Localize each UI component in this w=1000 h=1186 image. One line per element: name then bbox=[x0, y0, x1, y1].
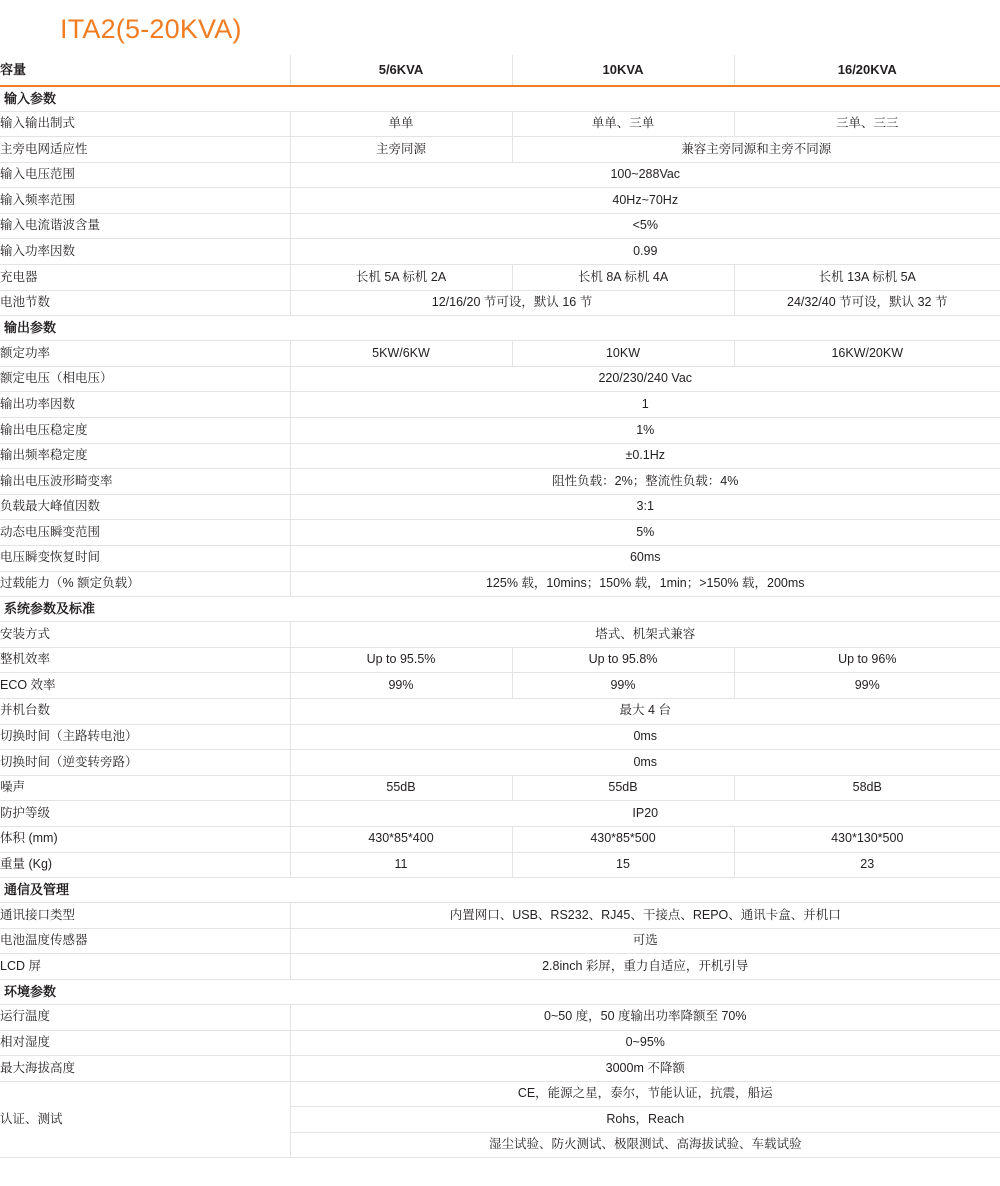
row-value: IP20 bbox=[290, 801, 1000, 827]
row-value: 23 bbox=[734, 852, 1000, 878]
row-label: 输入电流谐波含量 bbox=[0, 213, 290, 239]
header-col-b: 10KVA bbox=[512, 55, 734, 86]
row-value: 3000m 不降额 bbox=[290, 1056, 1000, 1082]
row-label: 电池节数 bbox=[0, 290, 290, 316]
table-row bbox=[0, 213, 1000, 239]
table-row bbox=[0, 111, 1000, 137]
table-row bbox=[0, 852, 1000, 878]
section-title: 环境参数 bbox=[0, 979, 1000, 1004]
row-value: 5KW/6KW bbox=[290, 341, 512, 367]
row-label: 并机台数 bbox=[0, 698, 290, 724]
certification-value: Rohs，Reach bbox=[290, 1107, 1000, 1133]
table-row bbox=[0, 392, 1000, 418]
row-value: 最大 4 台 bbox=[290, 698, 1000, 724]
row-label: 输出频率稳定度 bbox=[0, 443, 290, 469]
row-label: 整机效率 bbox=[0, 647, 290, 673]
row-value: 125% 载，10mins；150% 载，1min；>150% 载，200ms bbox=[290, 571, 1000, 597]
table-row bbox=[0, 571, 1000, 597]
table-row bbox=[0, 188, 1000, 214]
row-value: 阻性负载：2%；整流性负载：4% bbox=[290, 469, 1000, 495]
row-value: 3:1 bbox=[290, 494, 1000, 520]
row-label: 通讯接口类型 bbox=[0, 903, 290, 929]
section-title: 输出参数 bbox=[0, 316, 1000, 341]
row-label: 最大海拔高度 bbox=[0, 1056, 290, 1082]
row-label: 主旁电网适应性 bbox=[0, 137, 290, 163]
row-value: 单单 bbox=[290, 111, 512, 137]
row-value: Up to 95.5% bbox=[290, 647, 512, 673]
row-label: 相对湿度 bbox=[0, 1030, 290, 1056]
row-value: 兼容主旁同源和主旁不同源 bbox=[512, 137, 1000, 163]
row-value: 16KW/20KW bbox=[734, 341, 1000, 367]
row-value: 1 bbox=[290, 392, 1000, 418]
row-value: 主旁同源 bbox=[290, 137, 512, 163]
row-value: 430*85*400 bbox=[290, 826, 512, 852]
row-label: 额定功率 bbox=[0, 341, 290, 367]
row-label: 额定电压（相电压） bbox=[0, 366, 290, 392]
table-row bbox=[0, 1030, 1000, 1056]
row-value: 15 bbox=[512, 852, 734, 878]
row-value: 0ms bbox=[290, 724, 1000, 750]
section-header-row bbox=[0, 597, 1000, 622]
row-value: 220/230/240 Vac bbox=[290, 366, 1000, 392]
row-label: 防护等级 bbox=[0, 801, 290, 827]
table-row bbox=[0, 341, 1000, 367]
table-row bbox=[0, 494, 1000, 520]
row-label: 电压瞬变恢复时间 bbox=[0, 546, 290, 572]
row-label: 输入功率因数 bbox=[0, 239, 290, 265]
table-row bbox=[0, 520, 1000, 546]
row-value: 长机 8A 标机 4A bbox=[512, 265, 734, 291]
row-label: 重量 (Kg) bbox=[0, 852, 290, 878]
row-value: 长机 13A 标机 5A bbox=[734, 265, 1000, 291]
row-label: 动态电压瞬变范围 bbox=[0, 520, 290, 546]
row-label: 输出功率因数 bbox=[0, 392, 290, 418]
table-row bbox=[0, 443, 1000, 469]
table-row bbox=[0, 826, 1000, 852]
header-col-c: 16/20KVA bbox=[734, 55, 1000, 86]
table-row bbox=[0, 903, 1000, 929]
row-value: 0~50 度，50 度输出功率降额至 70% bbox=[290, 1004, 1000, 1030]
table-row bbox=[0, 366, 1000, 392]
table-row bbox=[0, 622, 1000, 648]
row-label: 输入电压范围 bbox=[0, 162, 290, 188]
row-value: 40Hz~70Hz bbox=[290, 188, 1000, 214]
row-label: LCD 屏 bbox=[0, 954, 290, 980]
table-row bbox=[0, 750, 1000, 776]
row-label: 输入频率范围 bbox=[0, 188, 290, 214]
row-value: 内置网口、USB、RS232、RJ45、干接点、REPO、通讯卡盒、并机口 bbox=[290, 903, 1000, 929]
table-row bbox=[0, 137, 1000, 163]
row-value: 60ms bbox=[290, 546, 1000, 572]
table-row bbox=[0, 418, 1000, 444]
row-label: 输出电压波形畸变率 bbox=[0, 469, 290, 495]
table-row bbox=[0, 801, 1000, 827]
row-label: 电池温度传感器 bbox=[0, 928, 290, 954]
row-label: 安装方式 bbox=[0, 622, 290, 648]
row-label: 输出电压稳定度 bbox=[0, 418, 290, 444]
row-value: Up to 96% bbox=[734, 647, 1000, 673]
section-title: 通信及管理 bbox=[0, 878, 1000, 903]
row-value: 55dB bbox=[512, 775, 734, 801]
section-header-row bbox=[0, 86, 1000, 111]
row-label: ECO 效率 bbox=[0, 673, 290, 699]
section-header-row bbox=[0, 878, 1000, 903]
row-value: 99% bbox=[734, 673, 1000, 699]
row-value: 58dB bbox=[734, 775, 1000, 801]
specification-table bbox=[0, 55, 1000, 1158]
table-row bbox=[0, 469, 1000, 495]
row-value: 24/32/40 节可设，默认 32 节 bbox=[734, 290, 1000, 316]
table-row bbox=[0, 265, 1000, 291]
table-row bbox=[0, 546, 1000, 572]
row-value: 0.99 bbox=[290, 239, 1000, 265]
row-value: 430*85*500 bbox=[512, 826, 734, 852]
row-value: 99% bbox=[290, 673, 512, 699]
table-row bbox=[0, 1004, 1000, 1030]
row-value: ±0.1Hz bbox=[290, 443, 1000, 469]
row-label: 切换时间（逆变转旁路） bbox=[0, 750, 290, 776]
row-value: <5% bbox=[290, 213, 1000, 239]
row-value: 430*130*500 bbox=[734, 826, 1000, 852]
certification-label: 认证、测试 bbox=[0, 1081, 290, 1158]
certification-value: CE，能源之星，泰尔，节能认证，抗震，船运 bbox=[290, 1081, 1000, 1107]
row-value: 三单、三三 bbox=[734, 111, 1000, 137]
header-col-a: 5/6KVA bbox=[290, 55, 512, 86]
row-label: 切换时间（主路转电池） bbox=[0, 724, 290, 750]
row-label: 充电器 bbox=[0, 265, 290, 291]
table-row bbox=[0, 162, 1000, 188]
row-label: 噪声 bbox=[0, 775, 290, 801]
row-value: 100~288Vac bbox=[290, 162, 1000, 188]
row-value: 单单、三单 bbox=[512, 111, 734, 137]
table-row bbox=[0, 954, 1000, 980]
row-value: 塔式、机架式兼容 bbox=[290, 622, 1000, 648]
table-row bbox=[0, 724, 1000, 750]
section-header-row bbox=[0, 316, 1000, 341]
row-label: 运行温度 bbox=[0, 1004, 290, 1030]
row-label: 输入输出制式 bbox=[0, 111, 290, 137]
table-row bbox=[0, 673, 1000, 699]
header-capacity-label: 容量 bbox=[0, 55, 290, 86]
row-value: 0ms bbox=[290, 750, 1000, 776]
table-row bbox=[0, 1056, 1000, 1082]
table-row bbox=[0, 928, 1000, 954]
table-row bbox=[0, 775, 1000, 801]
table-row bbox=[0, 647, 1000, 673]
row-label: 体积 (mm) bbox=[0, 826, 290, 852]
table-row bbox=[0, 698, 1000, 724]
certification-row bbox=[0, 1081, 1000, 1107]
page-title: ITA2(5-20KVA) bbox=[60, 14, 242, 44]
table-row bbox=[0, 239, 1000, 265]
row-value: 12/16/20 节可设，默认 16 节 bbox=[290, 290, 734, 316]
row-value: 99% bbox=[512, 673, 734, 699]
section-title: 系统参数及标准 bbox=[0, 597, 1000, 622]
row-label: 过载能力（% 额定负载） bbox=[0, 571, 290, 597]
row-label: 负载最大峰值因数 bbox=[0, 494, 290, 520]
row-value: 55dB bbox=[290, 775, 512, 801]
row-value: 10KW bbox=[512, 341, 734, 367]
row-value: 2.8inch 彩屏，重力自适应，开机引导 bbox=[290, 954, 1000, 980]
row-value: Up to 95.8% bbox=[512, 647, 734, 673]
row-value: 长机 5A 标机 2A bbox=[290, 265, 512, 291]
section-header-row bbox=[0, 979, 1000, 1004]
table-row bbox=[0, 290, 1000, 316]
certification-value: 湿尘试验、防火测试、极限测试、高海拔试验、车载试验 bbox=[290, 1132, 1000, 1158]
table-header-row bbox=[0, 55, 1000, 86]
row-value: 0~95% bbox=[290, 1030, 1000, 1056]
row-value: 11 bbox=[290, 852, 512, 878]
row-value: 1% bbox=[290, 418, 1000, 444]
row-value: 5% bbox=[290, 520, 1000, 546]
section-title: 输入参数 bbox=[0, 86, 1000, 111]
table-body bbox=[0, 55, 1000, 1158]
row-value: 可选 bbox=[290, 928, 1000, 954]
